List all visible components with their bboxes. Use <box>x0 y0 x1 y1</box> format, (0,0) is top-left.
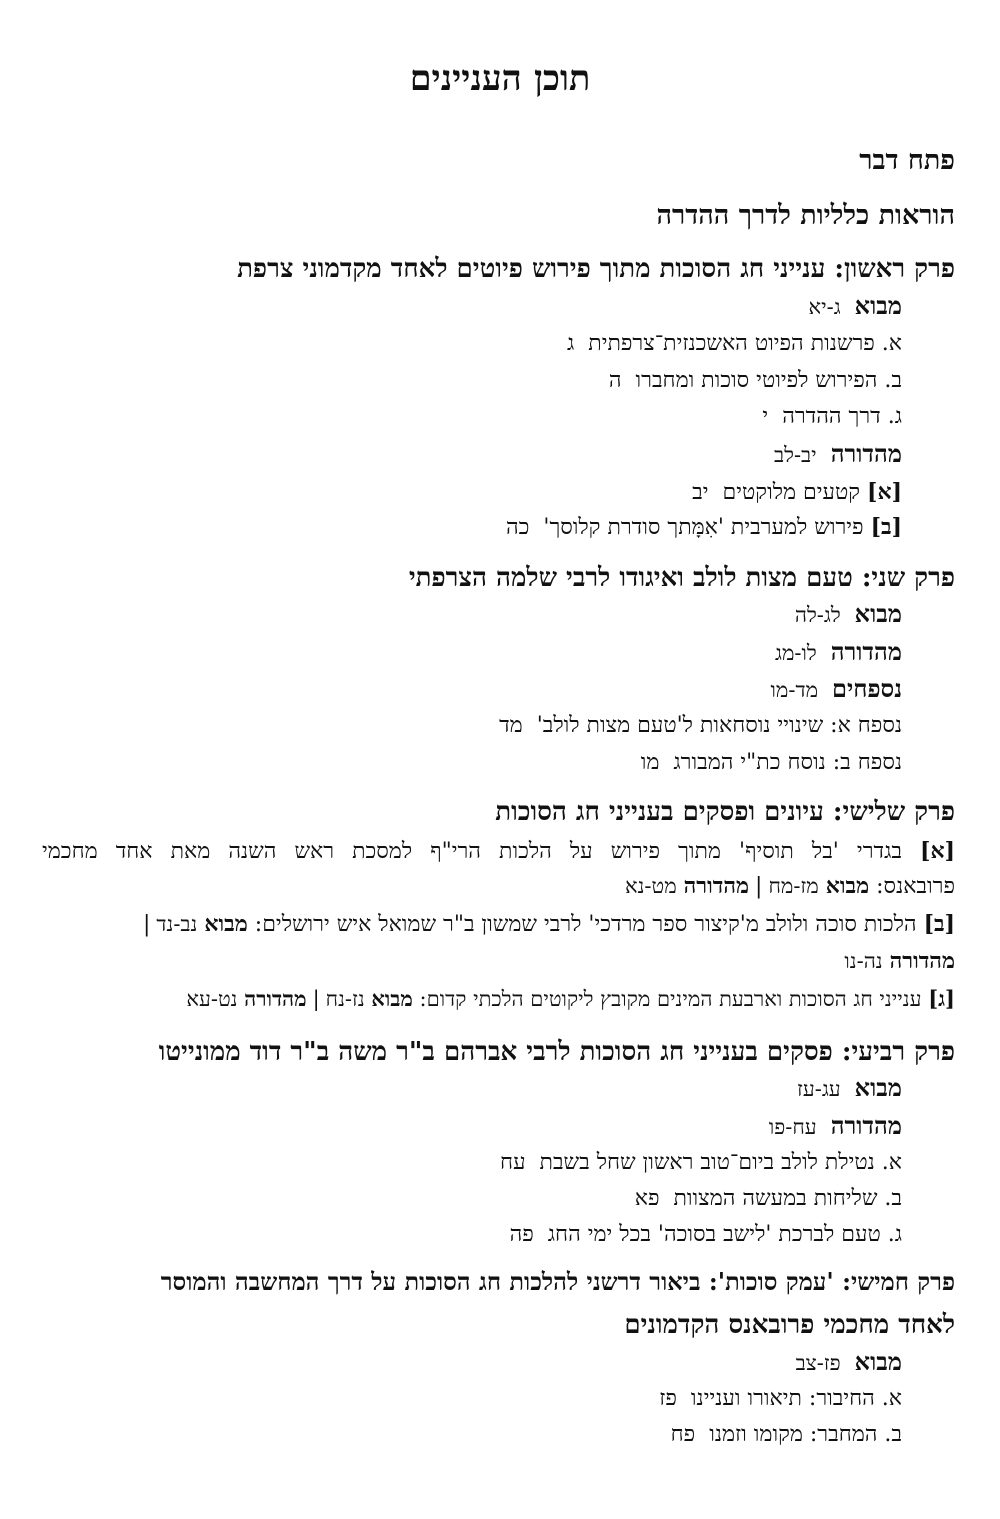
mavo-label: מבוא <box>825 873 870 899</box>
mavo-label: מבוא <box>204 911 248 937</box>
page-number: מד <box>499 713 523 738</box>
mavo-label: מבוא <box>854 599 902 628</box>
ch5-item-a <box>42 1386 902 1412</box>
chapter-5-heading-cont: לאחד מחכמי פרובאנס הקדמונים <box>624 1310 955 1340</box>
page-range: מט-נא <box>624 874 677 898</box>
mavo-label: מבוא <box>854 1347 902 1376</box>
chapter-5-heading: פרק חמישי: 'עמק סוכות': ביאור דרשני להלכות חג הסוכות על דרך המחשבה והמוסר <box>160 1267 955 1296</box>
item-text: ג. דרך ההדרה <box>782 404 902 429</box>
item-text: בגדרי 'בל תוסיף' מתוך פירוש על הלכות הרי"ף למסכת ראש השנה מאת אחד מחכמי <box>42 839 902 864</box>
page-number: כה <box>505 515 530 540</box>
item-text: נספח ב: נוסח כת"י המבורג <box>673 750 902 775</box>
mavo-label: מבוא <box>854 291 902 320</box>
item-text: ב. הפירוש לפיוטי סוכות ומחברו <box>635 368 902 393</box>
ch4-item-a <box>42 1150 902 1176</box>
bracket-mark: [א] <box>867 479 902 505</box>
ch3-item-a-line2 <box>42 873 955 900</box>
ch2-nispachim-line <box>42 675 902 704</box>
ch1-mavo-line <box>42 292 902 321</box>
mahadura-label: מהדורה <box>830 1111 902 1140</box>
ch3-item-c <box>42 986 955 1012</box>
page-number: מו <box>640 750 660 775</box>
ch1-item-b <box>42 368 902 394</box>
item-text: הלכות סוכה ולולב מ'קיצור ספר מרדכי' לרבי שמשון ב"ר שמואל איש ירושלים: <box>254 912 917 937</box>
item-text: פרובאנס: <box>876 874 955 899</box>
ch1-mahadura-line <box>42 440 902 469</box>
separator: | <box>312 987 320 1011</box>
page-range: נב-נד <box>156 912 198 936</box>
ch5-mavo-line <box>42 1348 902 1377</box>
bracket-mark: [א] <box>920 838 955 864</box>
page-range: נז-נח <box>325 987 365 1011</box>
page-range: לו-מג <box>775 641 817 665</box>
chapter-1-heading: פרק ראשון: ענייני חג הסוכות מתוך פירוש פיוטים לאחד מקדמוני צרפת <box>237 254 955 284</box>
bracket-mark: [ג] <box>928 986 955 1011</box>
mavo-label: מבוא <box>854 1073 902 1102</box>
ch2-appendix-b <box>42 750 902 776</box>
ch1-edition-a <box>42 479 902 506</box>
item-text: א. החיבור: תיאורו ועניינו <box>690 1386 902 1411</box>
page-range: ג-יא <box>808 295 841 319</box>
item-text: ב. המחבר: מקומו וזמנו <box>709 1422 902 1447</box>
ch5-item-b <box>42 1422 902 1448</box>
ch4-item-b <box>42 1186 902 1212</box>
separator: | <box>755 874 763 899</box>
ch1-item-c <box>42 404 902 430</box>
page-number: פה <box>509 1222 534 1247</box>
item-text: ג. טעם לברכת 'לישב בסוכה' בכל ימי החג <box>547 1222 902 1247</box>
ch4-mavo-line <box>42 1074 902 1103</box>
intro-editing-guidelines: הוראות כלליות לדרך ההדרה <box>656 200 955 231</box>
item-text: פירוש למערבית 'אִמָּתך סודרת קלוסך' <box>543 515 864 540</box>
ch3-item-a-line1 <box>42 838 955 865</box>
nispachim-label: נספחים <box>832 674 902 703</box>
ch2-appendix-a <box>42 713 902 739</box>
page-number: פא <box>634 1186 660 1211</box>
page-range: עח-פו <box>768 1115 817 1139</box>
page-range: נה-נו <box>844 949 883 973</box>
page-range: עג-עז <box>797 1077 841 1101</box>
item-text: א. נטילת לולב ביום־טוב ראשון שחל בשבת <box>539 1150 902 1175</box>
separator: | <box>142 912 151 937</box>
mahadura-label: מהדורה <box>889 948 955 974</box>
page-range: נט-עא <box>186 987 238 1011</box>
bracket-mark: [ב] <box>923 911 955 937</box>
item-text: קטעים מלוקטים <box>722 480 861 505</box>
ch4-mahadura-line <box>42 1112 902 1141</box>
page-range: לג-לה <box>794 603 841 627</box>
page-range: מד-מו <box>770 678 819 702</box>
page-number: עח <box>500 1150 526 1175</box>
page-title: תוכן העניינים <box>409 58 591 99</box>
ch2-mahadura-line <box>42 638 902 667</box>
intro-foreword: פתח דבר <box>859 145 955 176</box>
item-text: ב. שליחות במעשה המצוות <box>673 1186 902 1211</box>
mavo-label: מבוא <box>371 986 413 1011</box>
page-number: פח <box>670 1422 696 1447</box>
page-number: ג <box>567 331 575 356</box>
page-number: י <box>762 404 769 429</box>
item-text: ענייני חג הסוכות וארבעת המינים מקובץ ליקוטים הלכתי קדום: <box>419 987 922 1011</box>
ch2-mavo-line <box>42 600 902 629</box>
chapter-4-heading: פרק רביעי: פסקים בענייני חג הסוכות לרבי אברהם ב"ר משה ב"ר דוד ממונייטו <box>158 1037 955 1067</box>
mahadura-label: מהדורה <box>830 439 902 468</box>
item-text: נספח א: שינויי נוסחאות ל'טעם מצות לולב' <box>536 713 902 738</box>
page-range: פז-צב <box>795 1351 841 1375</box>
chapter-2-heading: פרק שני: טעם מצות לולב ואיגודו לרבי שלמה הצרפתי <box>408 563 955 593</box>
page-range: יב-לב <box>774 443 817 467</box>
ch3-item-b-line1 <box>42 911 955 938</box>
page-number: יב <box>692 480 709 505</box>
mahadura-label: מהדורה <box>683 873 750 899</box>
ch1-item-a <box>42 331 902 357</box>
ch3-item-b-line2 <box>42 948 955 975</box>
bracket-mark: [ב] <box>870 514 902 540</box>
ch1-edition-b <box>42 514 902 541</box>
mahadura-label: מהדורה <box>244 986 307 1011</box>
chapter-3-heading: פרק שלישי: עיונים ופסקים בענייני חג הסוכות <box>495 797 955 827</box>
page-range: מז-מח <box>768 874 819 898</box>
ch4-item-c <box>42 1222 902 1248</box>
page-number: פז <box>659 1386 677 1411</box>
item-text: א. פרשנות הפיוט האשכנזית־צרפתית <box>588 331 902 356</box>
page-number: ה <box>608 368 622 393</box>
mahadura-label: מהדורה <box>830 637 902 666</box>
